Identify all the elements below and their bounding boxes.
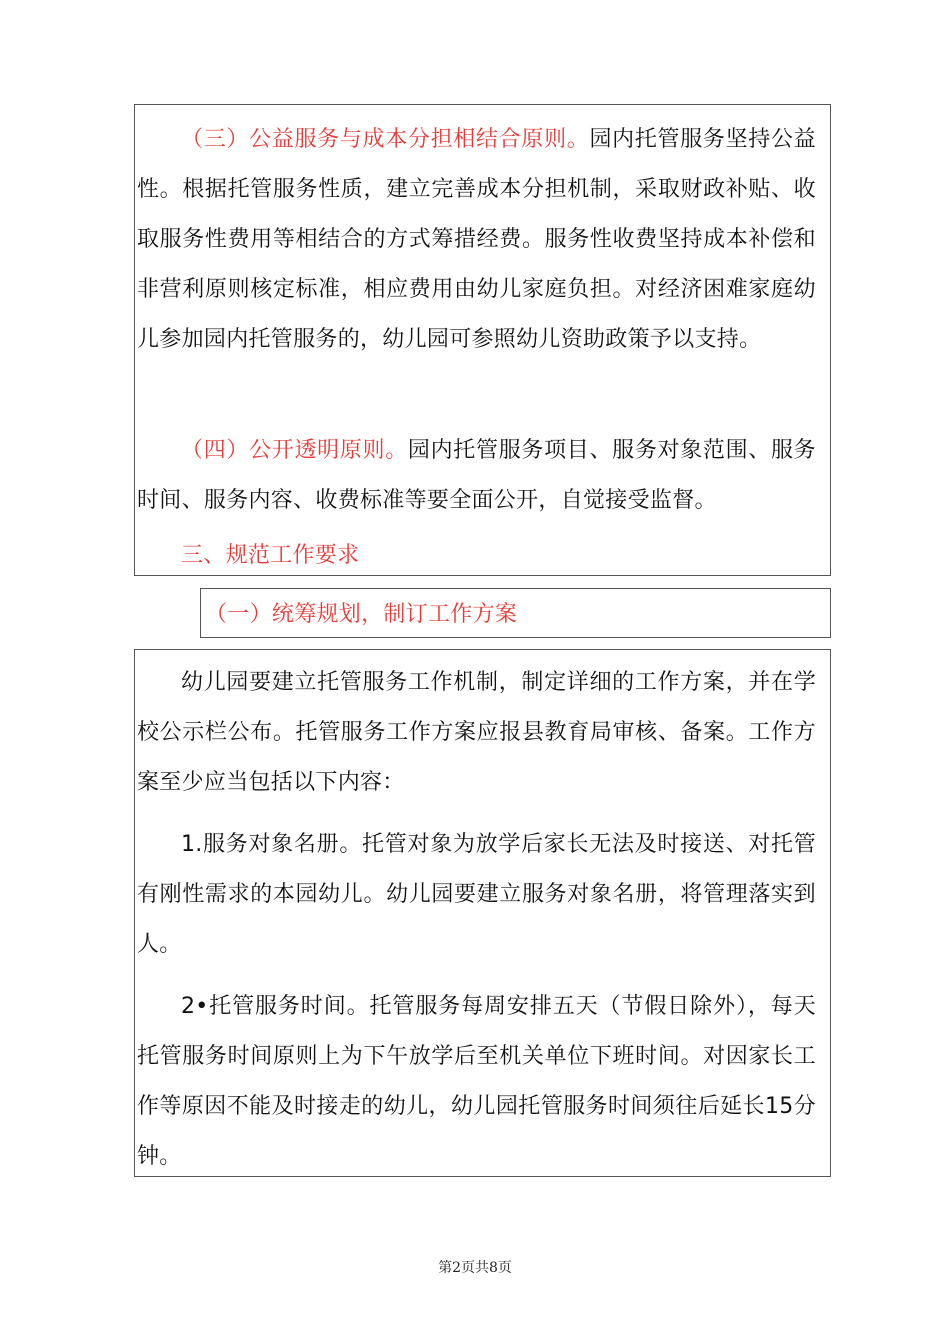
principle-3-heading: （三）公益服务与成本分担相结合原则。 — [181, 127, 590, 152]
paragraph-principle-3 — [135, 115, 830, 365]
text-box-work-plan — [134, 649, 831, 1177]
principle-3-body: 园内托管服务坚持公益性。根据托管服务性质，建立完善成本分担机制，采取财政补贴、收取服务性费用等相结合的方式筹措经费。服务性收费坚持成本补偿和非营利原则核定标准，相应费用由幼儿家庭负担。对经济困难家庭幼儿参加园内托管服务的，幼儿园可参照幼儿资助政策予以支持。 — [137, 127, 816, 352]
paragraph-intro: 幼儿园要建立托管服务工作机制，制定详细的工作方案，并在学校公示栏公布。托管服务工作方案应报县教育局审核、备案。工作方案至少应当包括以下内容： — [137, 670, 816, 795]
text-box-subsection-heading — [200, 588, 831, 638]
page-footer: 第2页共8页 — [438, 1260, 512, 1276]
section-heading: 三、规范工作要求 — [181, 543, 360, 568]
text-box-principles — [134, 104, 831, 576]
principle-4-body: 园内托管服务项目、服务对象范围、服务时间、服务内容、收费标准等要全面公开，自觉接受监督。 — [137, 438, 816, 513]
paragraph-principle-4 — [135, 426, 830, 526]
subsection-heading: （一）统筹规划，制订工作方案 — [205, 602, 518, 627]
principle-4-heading: （四）公开透明原则。 — [181, 438, 408, 463]
paragraph-item-2: 2•托管服务时间。托管服务每周安排五天（节假日除外），每天托管服务时间原则上为下午放学后至机关单位下班时间。对因家长工作等原因不能及时接走的幼儿，幼儿园托管服务时间须往后延长15分钟。 — [137, 994, 816, 1169]
paragraph-item-1: 1.服务对象名册。托管对象为放学后家长无法及时接送、对托管有刚性需求的本园幼儿。幼儿园要建立服务对象名册，将管理落实到人。 — [137, 832, 816, 957]
